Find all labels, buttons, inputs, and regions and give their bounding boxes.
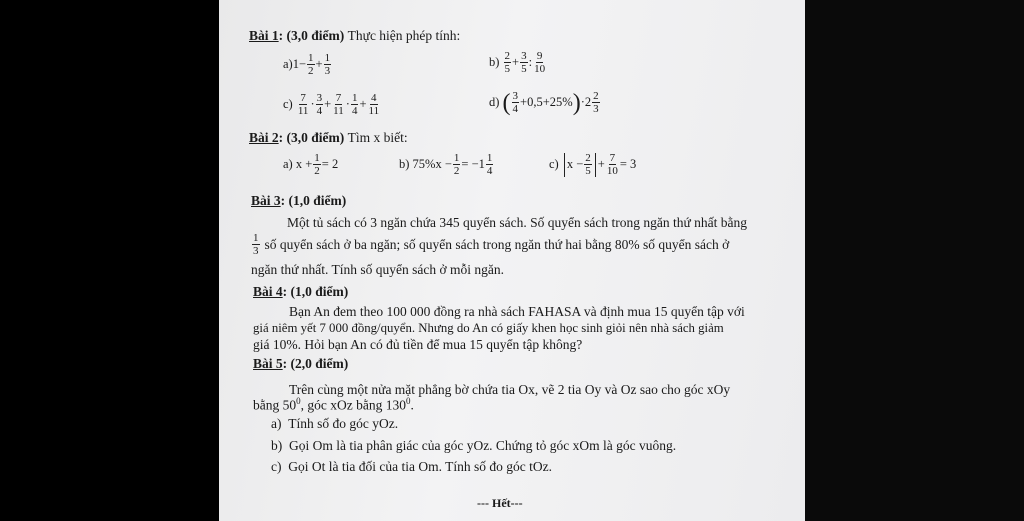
bai1-a-expression: a) 1 − $\frac{1}{2}$ + $\frac{1}{3}$ — [283, 52, 331, 77]
bai5-line2: bằng $50^0$, góc xOz bằng $130^0$. — [253, 396, 414, 413]
bai3-line2: $\frac{1}{3}$ số quyển sách ở ba ngăn; số quyển sách trong ngăn thứ hai bằng 80% số quyển sách ở — [253, 232, 730, 257]
bai5-item-c: c) Gọi Ot là tia đối của tia Om. Tính số đo góc tOz. — [271, 459, 552, 474]
bai3-heading: Bài 3: (1,0 điểm) — [251, 193, 347, 208]
abs-bar-right — [595, 153, 596, 177]
abs-bar-left — [564, 153, 565, 177]
bai5-item-a: a) Tính số đo góc yOz. — [271, 416, 399, 431]
exam-paper — [219, 0, 805, 521]
bai1-c-expression: c) $\frac{7}{11}$ · $\frac{3}{4}$ + $\frac{7}{11}$ · $\frac{1}{4}$ + $\frac{4}{11}$ — [283, 92, 380, 117]
bai2-c-equation: c) x − $\frac{2}{5}$ + $\frac{7}{10}$ = 3 — [549, 152, 637, 177]
bai2-b-equation: b) 75%x − $\frac{1}{2}$ = −1 $\frac{1}{4}$ — [399, 152, 493, 177]
bai4-heading: Bài 4: (1,0 điểm) — [253, 284, 349, 299]
bai5-item-b: b) Gọi Om là tia phân giác của góc yOz. Chứng tỏ góc xOm là góc vuông. — [271, 438, 677, 453]
bai2-a-equation: a) x + $\frac{1}{2}$ = 2 — [283, 152, 339, 177]
bai1-d-expression: d) ( $\frac{3}{4}$ +0,5+25% ) · 2 $\frac{2}{3}$ — [489, 89, 599, 116]
bai1-b-expression: b) $\frac{2}{5}$ + $\frac{3}{5}$ : $\frac{9}{10}$ — [489, 50, 546, 75]
bai4-line2: giá niêm yết 7 000 đồng/quyển. Nhưng do An có giấy khen học sinh giỏi nên nhà sách giảm — [253, 321, 724, 335]
bai4-line3: giá 10%. Hỏi bạn An có đủ tiền để mua 15 quyển tập không? — [253, 337, 583, 352]
bai3-line1: Một tủ sách có 3 ngăn chứa 345 quyển sách. Số quyển sách trong ngăn thứ nhất bằng — [287, 215, 748, 230]
bai2-heading: Bài 2: (3,0 điểm) Tìm x biết: — [249, 130, 408, 145]
bai3-line3: ngăn thứ nhất. Tính số quyển sách ở mỗi ngăn. — [251, 262, 505, 277]
right-black-band — [805, 0, 1024, 521]
bai4-line1: Bạn An đem theo 100 000 đồng ra nhà sách FAHASA và định mua 15 quyển tập với — [289, 304, 745, 319]
bai5-line1: Trên cùng một nửa mặt phẳng bờ chứa tia Ox, vẽ 2 tia Oy và Oz sao cho góc xOy — [289, 382, 731, 397]
footer-end-mark: --- Hết--- — [477, 496, 523, 510]
bai5-heading: Bài 5: (2,0 điểm) — [253, 356, 349, 371]
bai1-heading: Bài 1: (3,0 điểm) Thực hiện phép tính: — [249, 28, 461, 43]
